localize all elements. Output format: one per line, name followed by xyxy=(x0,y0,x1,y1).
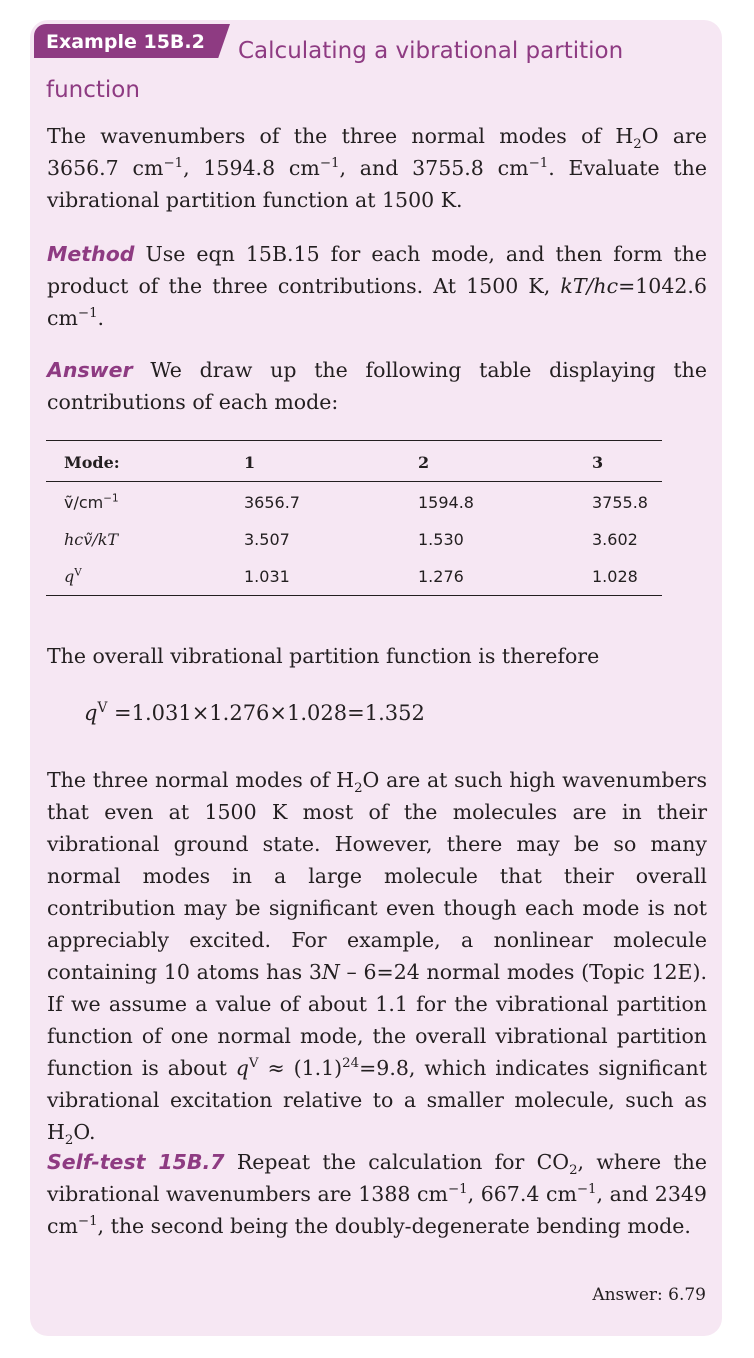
table-cell: 1594.8 xyxy=(418,493,474,512)
row-label: $q^V$ xyxy=(64,566,82,586)
row-label: hcṽ/kT xyxy=(64,530,119,549)
table-cell: 3.507 xyxy=(244,530,290,549)
self-test-label: Self-test 15B.7 xyxy=(47,1150,225,1174)
table-row xyxy=(46,484,662,521)
table-cell: 1.028 xyxy=(592,567,638,586)
self-test-paragraph: Self-test 15B.7 Repeat the calculation for $CO_2$, where the vibrational wavenumbers are 1388 $cm^{-1}$, 667.4 $cm^{-1}$, and 2349 $cm^{-1}$, the second being the doubly-degenerate bending mode. xyxy=(47,1150,707,1238)
table-cell: 3656.7 xyxy=(244,493,300,512)
table-cell: 1.530 xyxy=(418,530,464,549)
table-header-cell: 3 xyxy=(592,453,604,472)
table-cell: 1.031 xyxy=(244,567,290,586)
discussion-paragraph: The three normal modes of $H_2O$ are at such high wavenumbers that even at 1500 K most of the molecules are in their vibrational ground state. However, there may be so many normal modes in a large molecule that their overall contribution may be significant even though each mode is not appreciably excited. For example, a nonlinear molecule containing 10 atoms has 3N – 6=24 normal modes (Topic 12E). If we assume a value of about 1.1 for the vibrational partition function of one normal mode, the overall vibrational partition function is about $q^V \approx (1.1)^{24}=9.8$, which indicates significant vibrational excitation relative to a smaller molecule, such as $H_2O$. xyxy=(47,768,707,1149)
table-header-cell: Mode: xyxy=(64,453,120,472)
row-label: $ṽ/cm^{-1}$ xyxy=(64,492,119,512)
method-paragraph: Method Use eqn 15B.15 for each mode, and then form the product of the three contributions. At 1500 K, kT/hc=1042.6 $cm^{-1}$. xyxy=(47,242,707,330)
table-cell: 1.276 xyxy=(418,567,464,586)
modes-table xyxy=(46,440,662,596)
method-label: Method xyxy=(47,242,135,266)
partition-equation: $q^V =1.031\times 1.276\times 1.028=1.352$ xyxy=(84,700,425,725)
table-row xyxy=(46,521,662,558)
example-label: Example 15B.2 xyxy=(46,31,205,53)
answer-label: Answer xyxy=(47,358,133,382)
example-title: Calculating a vibrational partition function xyxy=(46,38,624,103)
table-row xyxy=(46,558,662,595)
self-test-answer: Answer: 6.79 xyxy=(592,1285,706,1305)
overall-sentence: The overall vibrational partition function is therefore xyxy=(47,644,600,668)
intro-paragraph: The wavenumbers of the three normal modes of $H_2O$ are 3656.7 $cm^{-1}$, 1594.8 $cm^{-1}$, and 3755.8 $cm^{-1}$. Evaluate the vibrational partition function at 1500 K. xyxy=(47,124,708,212)
table-cell: 3755.8 xyxy=(592,493,648,512)
answer-paragraph: Answer We draw up the following table displaying the contributions of each mode: xyxy=(47,358,707,414)
table-header-row xyxy=(46,441,662,482)
table-header-cell: 1 xyxy=(244,453,256,472)
table-header-cell: 2 xyxy=(418,453,430,472)
table-cell: 3.602 xyxy=(592,530,638,549)
